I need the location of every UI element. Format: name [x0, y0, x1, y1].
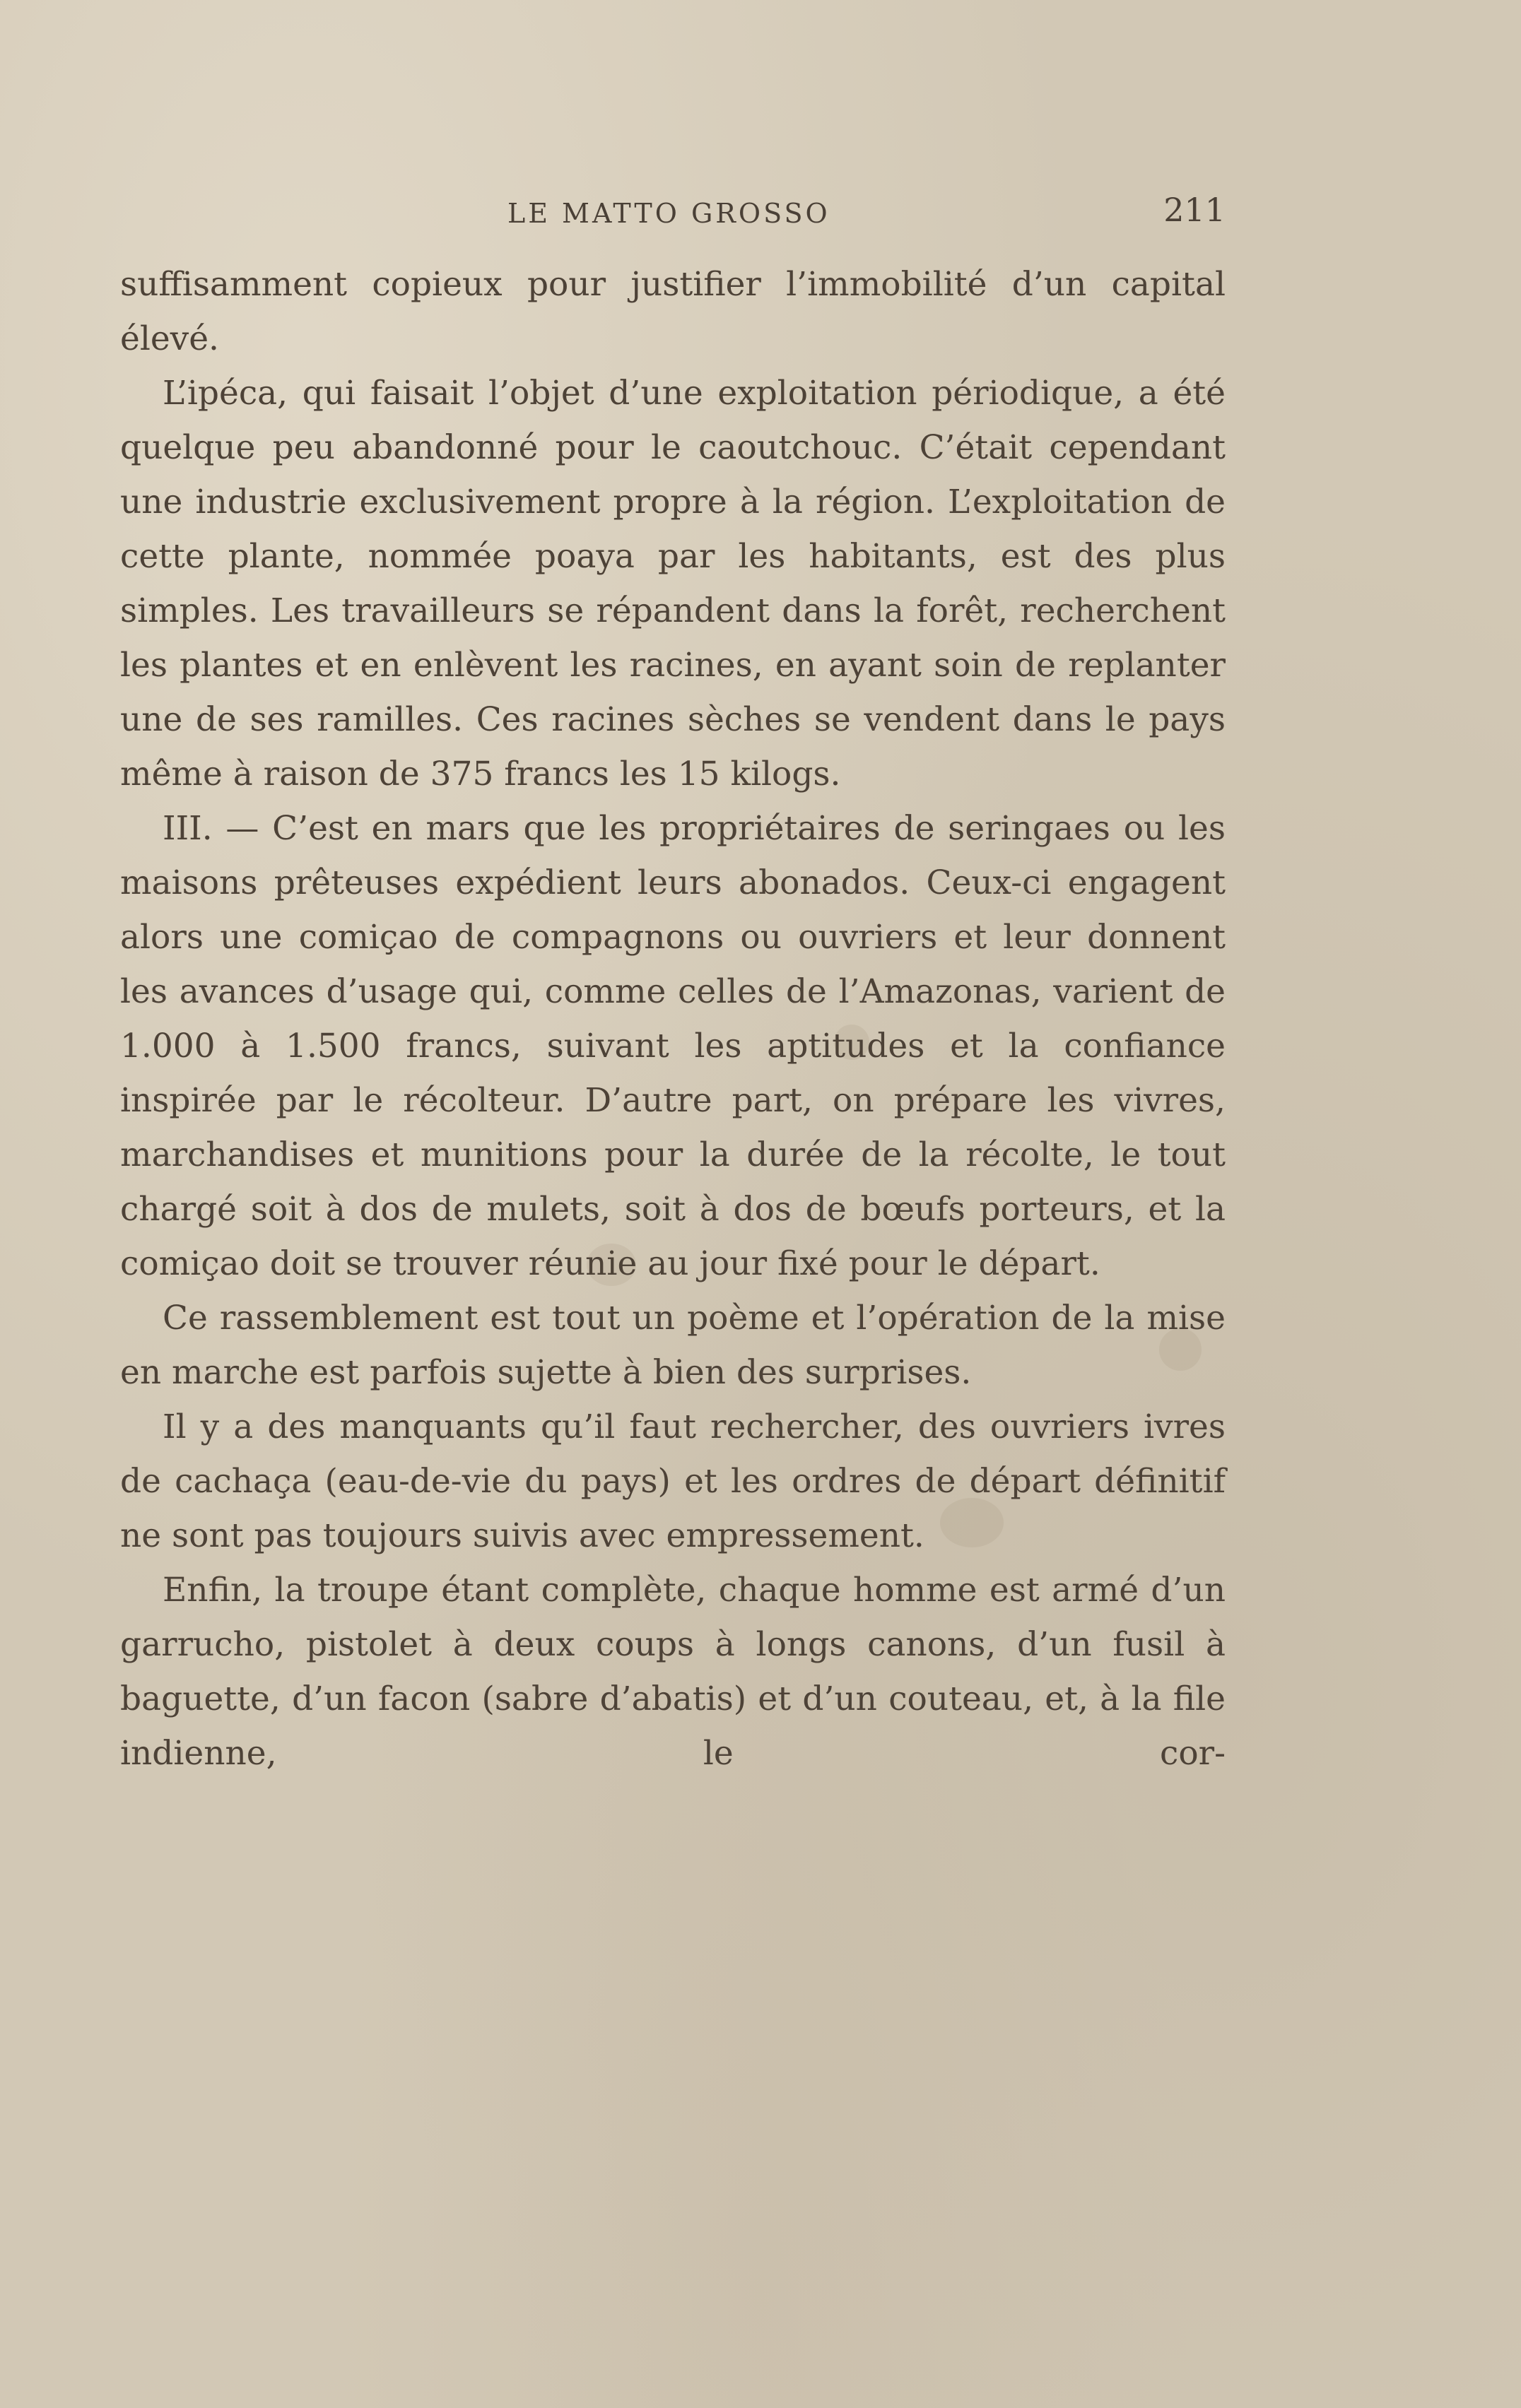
running-title: LE MATTO GROSSO	[507, 198, 830, 229]
paragraph: Enfin, la troupe étant complète, chaque homme est armé d’un garrucho, pistolet à deux coups à longs canons, d’un fusil à baguette, d’un facon (sabre d’abatis) et d’un couteau, et, à la file indienne, le cor-	[120, 1571, 1226, 1773]
paragraph: suffisamment copieux pour justifier l’immobilité d’un capital élevé.	[120, 265, 1226, 358]
body-text	[120, 257, 1226, 1781]
paragraph: III. — C’est en mars que les propriétaires de seringaes ou les maisons prêteuses expédient leurs abonados. Ceux-ci engagent alors une comiçao de compagnons ou ouvriers et leur donnent les avances d’usage qui, comme celles de l’Amazonas, varient de 1.000 à 1.500 francs, suivant les aptitudes et la confiance inspirée par le récolteur. D’autre part, on prépare les vivres, marchandises et munitions pour la durée de la récolte, le tout chargé soit à dos de mulets, soit à dos de bœufs porteurs, et la comiçao doit se trouver réunie au jour fixé pour le départ.	[120, 809, 1226, 1283]
paragraph: Ce rassemblement est tout un poème et l’opération de la mise en marche est parfois sujette à bien des surprises.	[120, 1299, 1226, 1392]
paragraph: L’ipéca, qui faisait l’objet d’une exploitation périodique, a été quelque peu abandonné pour le caoutchouc. C’était cependant une industrie exclusivement propre à la région. L’exploitation de cette plante, nommée poaya par les habitants, est des plus simples. Les travailleurs se répandent dans la forêt, recherchent les plantes et en enlèvent les racines, en ayant soin de replanter une de ses ramilles. Ces racines sèches se vendent dans le pays même à raison de 375 francs les 15 kilogs.	[120, 374, 1226, 793]
page-number: 211	[1163, 191, 1226, 229]
paragraph: Il y a des manquants qu’il faut rechercher, des ouvriers ivres de cachaça (eau-de-vie du pays) et les ordres de départ définitif ne sont pas toujours suivis avec empressement.	[120, 1407, 1226, 1555]
page-header	[120, 191, 1226, 240]
